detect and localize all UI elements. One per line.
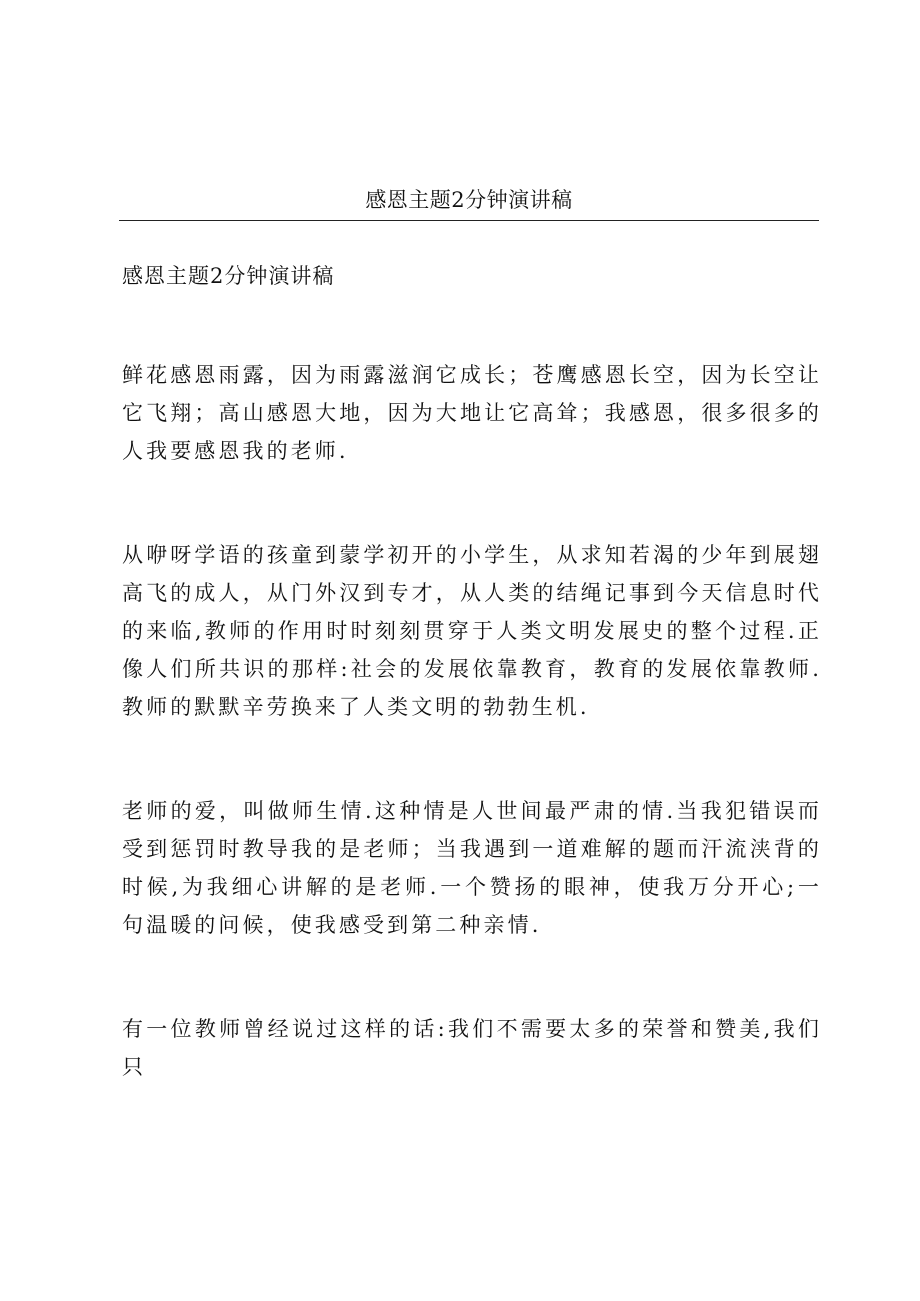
paragraph: 鲜花感恩雨露，因为雨露滋润它成长；苍鹰感恩长空，因为长空让它飞翔；高山感恩大地，因为大地让它高耸；我感恩，很多很多的人我要感恩我的老师. <box>122 363 822 463</box>
paragraph: 从咿呀学语的孩童到蒙学初开的小学生，从求知若渴的少年到展翅高飞的成人，从门外汉到专才，从人类的结绳记事到今天信息时代的来临,教师的作用时时刻刻贯穿于人类文明发展史的整个过程.正像人们所共识的那样:社会的发展依靠教育，教育的发展依靠教师.教师的默默辛劳换来了人类文明的勃勃生机. <box>122 543 822 719</box>
paragraph: 老师的爱，叫做师生情.这种情是人世间最严肃的情.当我犯错误而受到惩罚时教导我的是老师；当我遇到一道难解的题而汗流浃背的时候,为我细心讲解的是老师.一个赞扬的眼神，使我万分开心;一句温暖的问候，使我感受到第二种亲情. <box>122 799 822 937</box>
page-header <box>119 176 819 221</box>
document-title: 感恩主题2分钟演讲稿 <box>122 264 335 288</box>
paragraph: 有一位教师曾经说过这样的话:我们不需要太多的荣誉和赞美,我们只 <box>122 1017 822 1079</box>
document-body <box>122 262 822 1152</box>
header-title: 感恩主题2分钟演讲稿 <box>365 188 573 212</box>
